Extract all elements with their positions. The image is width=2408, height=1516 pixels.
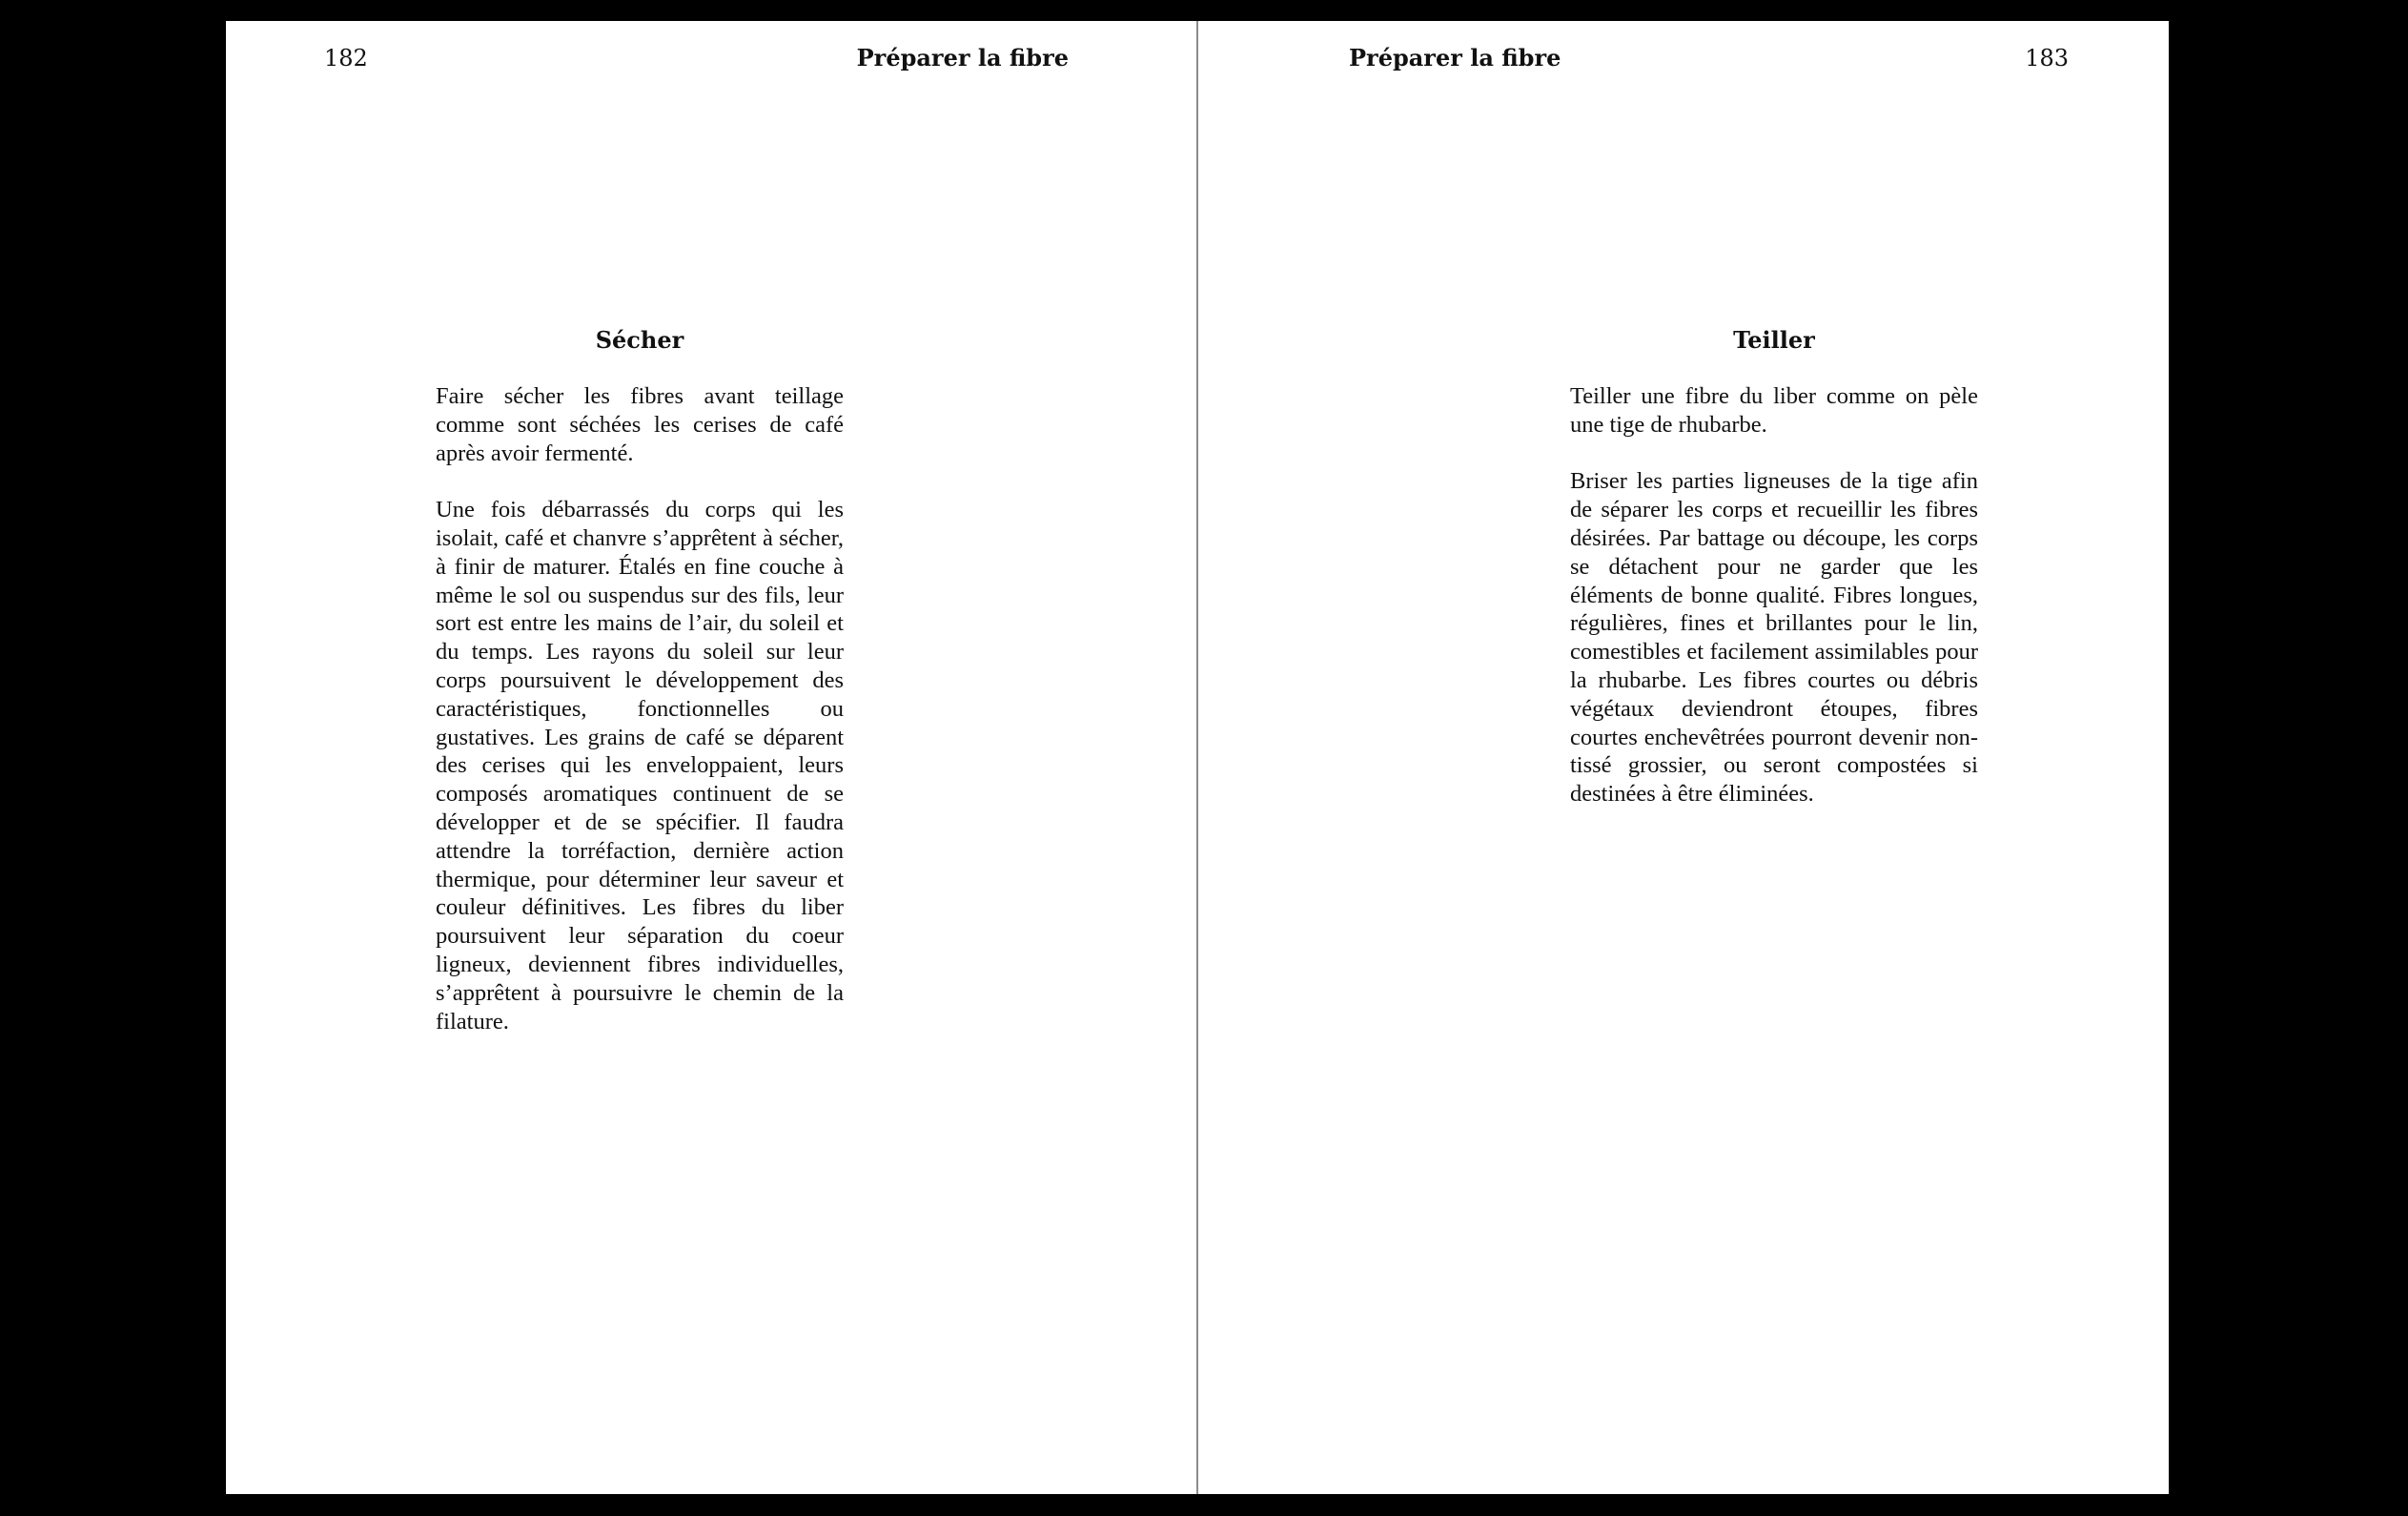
page-number: 183: [2025, 45, 2069, 72]
right-page: [1198, 21, 2169, 1494]
section-title: Teiller: [1733, 326, 1815, 354]
page-number: 182: [324, 45, 368, 72]
section-body: [436, 326, 844, 1064]
paragraph: Briser les parties ligneuses de la tige afin de séparer les corps et recueillir les fibres désirées. Par battage ou découpe, les corps se détachent pour ne garder que les éléments de bonne qualité. Fibres longues, régulières, fines et brillantes pour le lin, comestibles et facilement assimilables pour la rhubarbe. Les fibres courtes ou débris végétaux deviendront étoupes, fibres courtes enchevêtrées pourront devenir non-tissé grossier, ou seront compostées si destinées à être éliminées.: [1570, 468, 1978, 808]
paragraph: Faire sécher les fibres avant teillage comme sont séchées les cerises de café après avoir fermenté.: [436, 383, 844, 466]
left-page: [226, 21, 1196, 1494]
running-head: Préparer la fibre: [856, 44, 1069, 72]
section-body: [1570, 326, 1978, 837]
book-spread: [226, 21, 2169, 1494]
section-title: Sécher: [595, 326, 684, 354]
paragraph: Teiller une fibre du liber comme on pèle une tige de rhubarbe.: [1570, 383, 1978, 438]
paragraph: Une fois débarrassés du corps qui les isolait, café et chanvre s’apprêtent à sécher, à finir de maturer. Étalés en fine couche à même le sol ou suspendus sur des fils, leur sort est entre les mains de l’air, du soleil et du temps. Les rayons du soleil sur leur corps poursuivent le développement des caractéristiques, fonctionnelles ou gustatives. Les grains de café se déparent des cerises qui les enveloppaient, leurs composés aromatiques continuent de se développer et de se spécifier. Il faudra attendre la torréfaction, dernière action thermique, pour déterminer leur saveur et couleur définitives. Les fibres du liber poursuivent leur séparation du coeur ligneux, deviennent fibres individuelles, s’apprêtent à poursuivre le chemin de la filature.: [436, 497, 844, 1035]
running-head: Préparer la fibre: [1349, 44, 1561, 72]
